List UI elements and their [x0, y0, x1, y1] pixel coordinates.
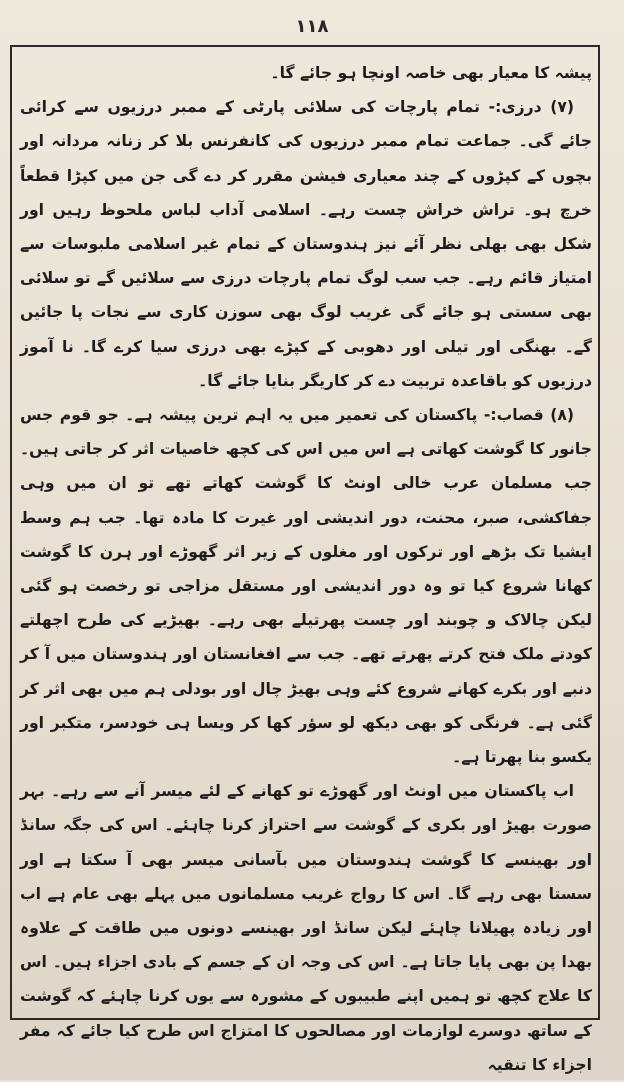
- paragraph-intro: پیشہ کا معیار بھی خاصہ اونچا ہو جائے گا۔: [270, 64, 592, 82]
- paragraph-butcher: (۸) قصاب:- پاکستان کی تعمیر میں یہ اہم ترین پیشہ ہے۔ جو قوم جس جانور کا گوشت کھاتی ہے اس میں اس کی کچھ خاصیات اثر کر جاتی ہیں۔ جب مسلمان عرب خالی اونٹ کا گوشت کھاتے تھے تو ان میں وہی جفاکشی، صبر، محنت، دور اندیشی اور غیرت کا مادہ تھا۔ جب ہم وسط ایشیا تک بڑھے اور ترکوں اور مغلوں کے زیر اثر گھوڑے اور ہرن کا گوشت کھانا شروع کیا تو وہ دور اندیشی اور مستقل مزاجی تو رخصت ہو گئی لیکن چالاک و چوبند اور چست پھرتیلے بھی رہے۔ بھیڑیے کی طرح اچھلتے کودتے ملک فتح کرتے پھرتے تھے۔ جب سے افغانستان اور ہندوستان میں آ کر دنبے اور بکرے کھانے شروع کئے وہی بھیڑ چال اور بودلی ہم میں بھی اثر کر گئی ہے۔ فرنگی کو بھی دیکھ لو سؤر کھا کر ویسا ہی خودسر، متکبر اور یکسو بنا پھرتا ہے۔: [20, 406, 592, 767]
- paragraph-pakistan-meat: اب پاکستان میں اونٹ اور گھوڑے تو کھانے کے لئے میسر آنے سے رہے۔ بہر صورت بھیڑ اور بکری کے گوشت سے احتراز کرنا چاہئے۔ اس کی جگہ سانڈ اور بھینسے کا گوشت ہندوستان میں بآسانی میسر بھی آ سکتا ہے اور سستا بھی رہے گا۔ اس کا رواج غریب مسلمانوں میں پہلے بھی عام ہے اب اور زیادہ پھیلانا چاہئے لیکن سانڈ اور بھینسے دونوں میں طاقت کے علاوہ بھدا پن بھی پایا جاتا ہے۔ اس کی وجہ ان کے جسم کے بادی اجزاء ہیں۔ اس کا علاج کچھ تو ہمیں اپنے طبیبوں کے مشورہ سے یوں کرنا چاہئے کہ گوشت کے ساتھ دوسرے لوازمات اور مصالحوں کا امتزاج اس طرح کیا جائے کہ مفر اجزاء کا تنقیہ: [20, 782, 592, 1074]
- page-text-body: [20, 56, 592, 1082]
- paragraph-tailor: (۷) درزی:- تمام پارچات کی سلائی پارٹی کے ممبر درزیوں سے کرائی جائے گی۔ جماعت تمام ممبر درزیوں کی کانفرنس بلا کر زنانہ مردانہ اور بچوں کے کپڑوں کے چند معیاری فیشن مقرر کر دے گی جن میں کپڑا قطعاً خرچ ہو۔ تراش خراش چست رہے۔ اسلامی آداب لباس ملحوظ رہیں اور شکل بھی بھلی نظر آئے نیز ہندوستان کے تمام غیر اسلامی ملبوسات سے امتیاز قائم رہے۔ جب سب لوگ تمام پارچات درزی سے سلائیں گے تو سلائی بھی سستی ہو جائے گی غریب لوگ بھی سوزن کاری سے نجات پا جائیں گے۔ بھنگی اور تیلی اور دھوبی کے کپڑے بھی درزی سیا کرے گا۔ نا آموز درزیوں کو باقاعدہ تربیت دے کر کاریگر بنایا جائے گا۔: [20, 98, 592, 390]
- page-number: ۱۱۸: [295, 16, 329, 37]
